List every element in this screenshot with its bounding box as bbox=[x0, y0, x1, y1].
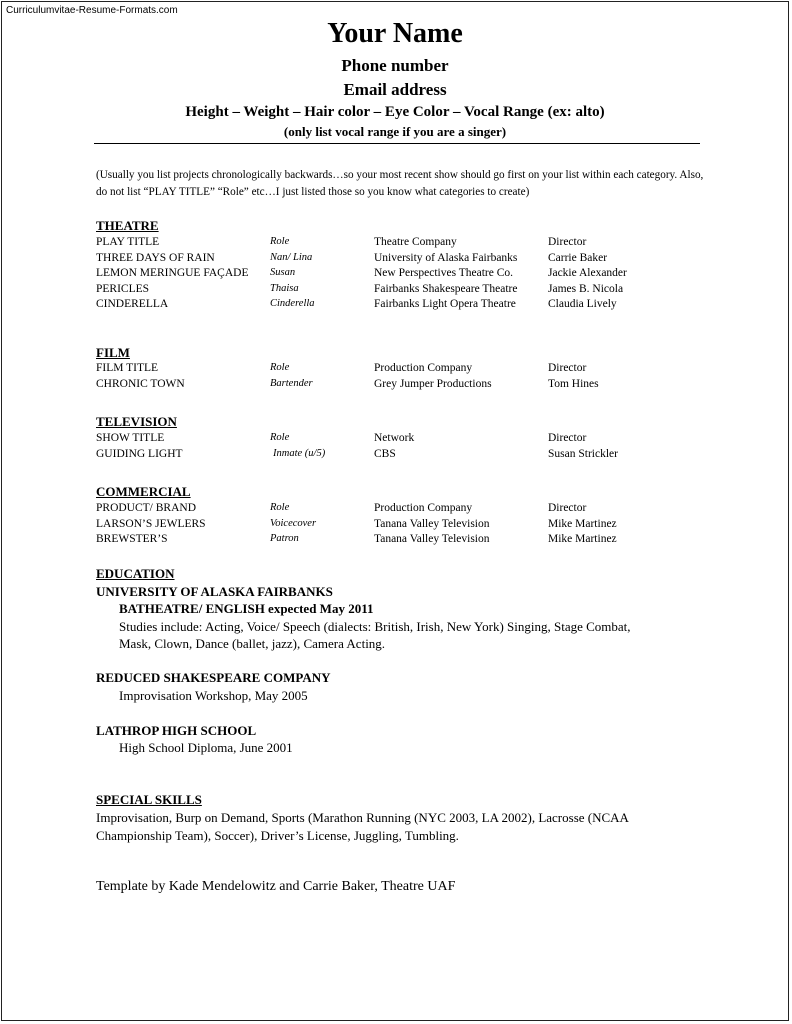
credit-role: Role bbox=[270, 432, 290, 443]
credit-company: Tanana Valley Television bbox=[374, 518, 490, 530]
credit-company: Theatre Company bbox=[374, 236, 457, 248]
credit-director: Susan Strickler bbox=[548, 448, 618, 460]
credit-role: Susan bbox=[270, 267, 296, 278]
email-address: Email address bbox=[343, 80, 447, 99]
credit-title: GUIDING LIGHT bbox=[96, 448, 183, 460]
credit-title: CINDERELLA bbox=[96, 298, 169, 310]
credit-company: University of Alaska Fairbanks bbox=[374, 252, 518, 264]
credit-title: SHOW TITLE bbox=[96, 432, 165, 444]
table-row bbox=[2, 518, 788, 534]
credit-director: Director bbox=[548, 502, 587, 514]
school-name: LATHROP HIGH SCHOOL bbox=[96, 723, 257, 738]
credit-title: PLAY TITLE bbox=[96, 236, 160, 248]
credit-director: Director bbox=[548, 362, 587, 374]
credit-director: Jackie Alexander bbox=[548, 267, 627, 279]
studies-text: Mask, Clown, Dance (ballet, jazz), Camera Acting. bbox=[119, 636, 386, 651]
school-name: UNIVERSITY OF ALASKA FAIRBANKS bbox=[96, 584, 333, 599]
credit-company: Network bbox=[374, 432, 415, 444]
credit-role: Role bbox=[270, 502, 290, 513]
credit-title: THREE DAYS OF RAIN bbox=[96, 252, 215, 264]
credit-role: Role bbox=[270, 236, 290, 247]
credit-company: New Perspectives Theatre Co. bbox=[374, 267, 514, 279]
table-row bbox=[2, 252, 788, 268]
instructions-note: (Usually you list projects chronologically backwards…so your most recent show should go first on your list within each category. Also, do not list “PLAY TITLE” “Role” etc…I just listed those so you know what categories to create) bbox=[96, 169, 704, 198]
film-heading: FILM bbox=[96, 345, 130, 360]
studies-text: Studies include: Acting, Voice/ Speech (dialects: British, Irish, New York) Singing, Stage Combat, bbox=[119, 619, 631, 634]
credit-director: Mike Martinez bbox=[548, 518, 617, 530]
credit-role: Patron bbox=[270, 533, 299, 544]
table-row bbox=[2, 378, 788, 394]
school-name: REDUCED SHAKESPEARE COMPANY bbox=[96, 670, 331, 685]
television-heading: TELEVISION bbox=[96, 414, 177, 429]
credit-company: Production Company bbox=[374, 362, 473, 374]
credit-role: Inmate (u/5) bbox=[273, 448, 326, 459]
credit-director: Mike Martinez bbox=[548, 533, 617, 545]
credit-director: James B. Nicola bbox=[548, 283, 624, 295]
physical-stats: Height – Weight – Hair color – Eye Color – Vocal Range (ex: alto) bbox=[185, 104, 605, 120]
table-row bbox=[2, 236, 788, 252]
resume-name: Your Name bbox=[327, 18, 463, 49]
school-detail: High School Diploma, June 2001 bbox=[119, 740, 293, 755]
credit-role: Bartender bbox=[270, 378, 313, 389]
credit-role: Cinderella bbox=[270, 298, 315, 309]
table-row bbox=[2, 533, 788, 549]
table-row bbox=[2, 298, 788, 314]
table-row bbox=[2, 448, 788, 464]
credit-title: LEMON MERINGUE FAÇADE bbox=[96, 267, 249, 279]
table-row bbox=[2, 362, 788, 378]
resume-page bbox=[1, 1, 789, 1021]
credit-title: PRODUCT/ BRAND bbox=[96, 502, 197, 514]
vocal-range-note: (only list vocal range if you are a singer) bbox=[283, 124, 507, 139]
table-row bbox=[2, 432, 788, 448]
credit-company: Tanana Valley Television bbox=[374, 533, 490, 545]
template-credit: Template by Kade Mendelowitz and Carrie Baker, Theatre UAF bbox=[96, 879, 456, 894]
credit-director: Director bbox=[548, 432, 587, 444]
credit-company: Fairbanks Light Opera Theatre bbox=[374, 298, 516, 310]
site-watermark: Curriculumvitae-Resume-Formats.com bbox=[6, 5, 178, 16]
header-divider bbox=[94, 143, 700, 144]
credit-director: Claudia Lively bbox=[548, 298, 617, 310]
credit-role: Thaisa bbox=[270, 283, 299, 294]
special-skills-heading: SPECIAL SKILLS bbox=[96, 792, 202, 807]
special-skills-text: Improvisation, Burp on Demand, Sports (Marathon Running (NYC 2003, LA 2002), Lacrosse (NCAA Championship Team), Soccer), Driver’s License, Juggling, Tumbling. bbox=[96, 810, 629, 843]
credit-role: Nan/ Lina bbox=[270, 252, 313, 263]
credit-director: Tom Hines bbox=[548, 378, 599, 390]
education-heading: EDUCATION bbox=[96, 566, 175, 581]
table-row bbox=[2, 267, 788, 283]
table-row bbox=[2, 502, 788, 518]
credit-title: BREWSTER’S bbox=[96, 533, 168, 545]
credit-director: Carrie Baker bbox=[548, 252, 608, 264]
credit-title: CHRONIC TOWN bbox=[96, 378, 185, 390]
school-detail: Improvisation Workshop, May 2005 bbox=[119, 688, 308, 703]
credit-company: Fairbanks Shakespeare Theatre bbox=[374, 283, 518, 295]
credit-title: LARSON’S JEWLERS bbox=[96, 518, 206, 530]
degree: BATHEATRE/ ENGLISH expected May 2011 bbox=[119, 601, 374, 616]
credit-company: CBS bbox=[374, 448, 396, 460]
credit-role: Voicecover bbox=[270, 518, 317, 529]
credit-title: FILM TITLE bbox=[96, 362, 159, 374]
credit-director: Director bbox=[548, 236, 587, 248]
theatre-heading: THEATRE bbox=[96, 218, 159, 233]
phone-number: Phone number bbox=[341, 56, 449, 75]
credit-role: Role bbox=[270, 362, 290, 373]
table-row bbox=[2, 283, 788, 299]
credit-company: Production Company bbox=[374, 502, 473, 514]
credit-title: PERICLES bbox=[96, 283, 150, 295]
commercial-heading: COMMERCIAL bbox=[96, 484, 191, 499]
credit-company: Grey Jumper Productions bbox=[374, 378, 492, 390]
